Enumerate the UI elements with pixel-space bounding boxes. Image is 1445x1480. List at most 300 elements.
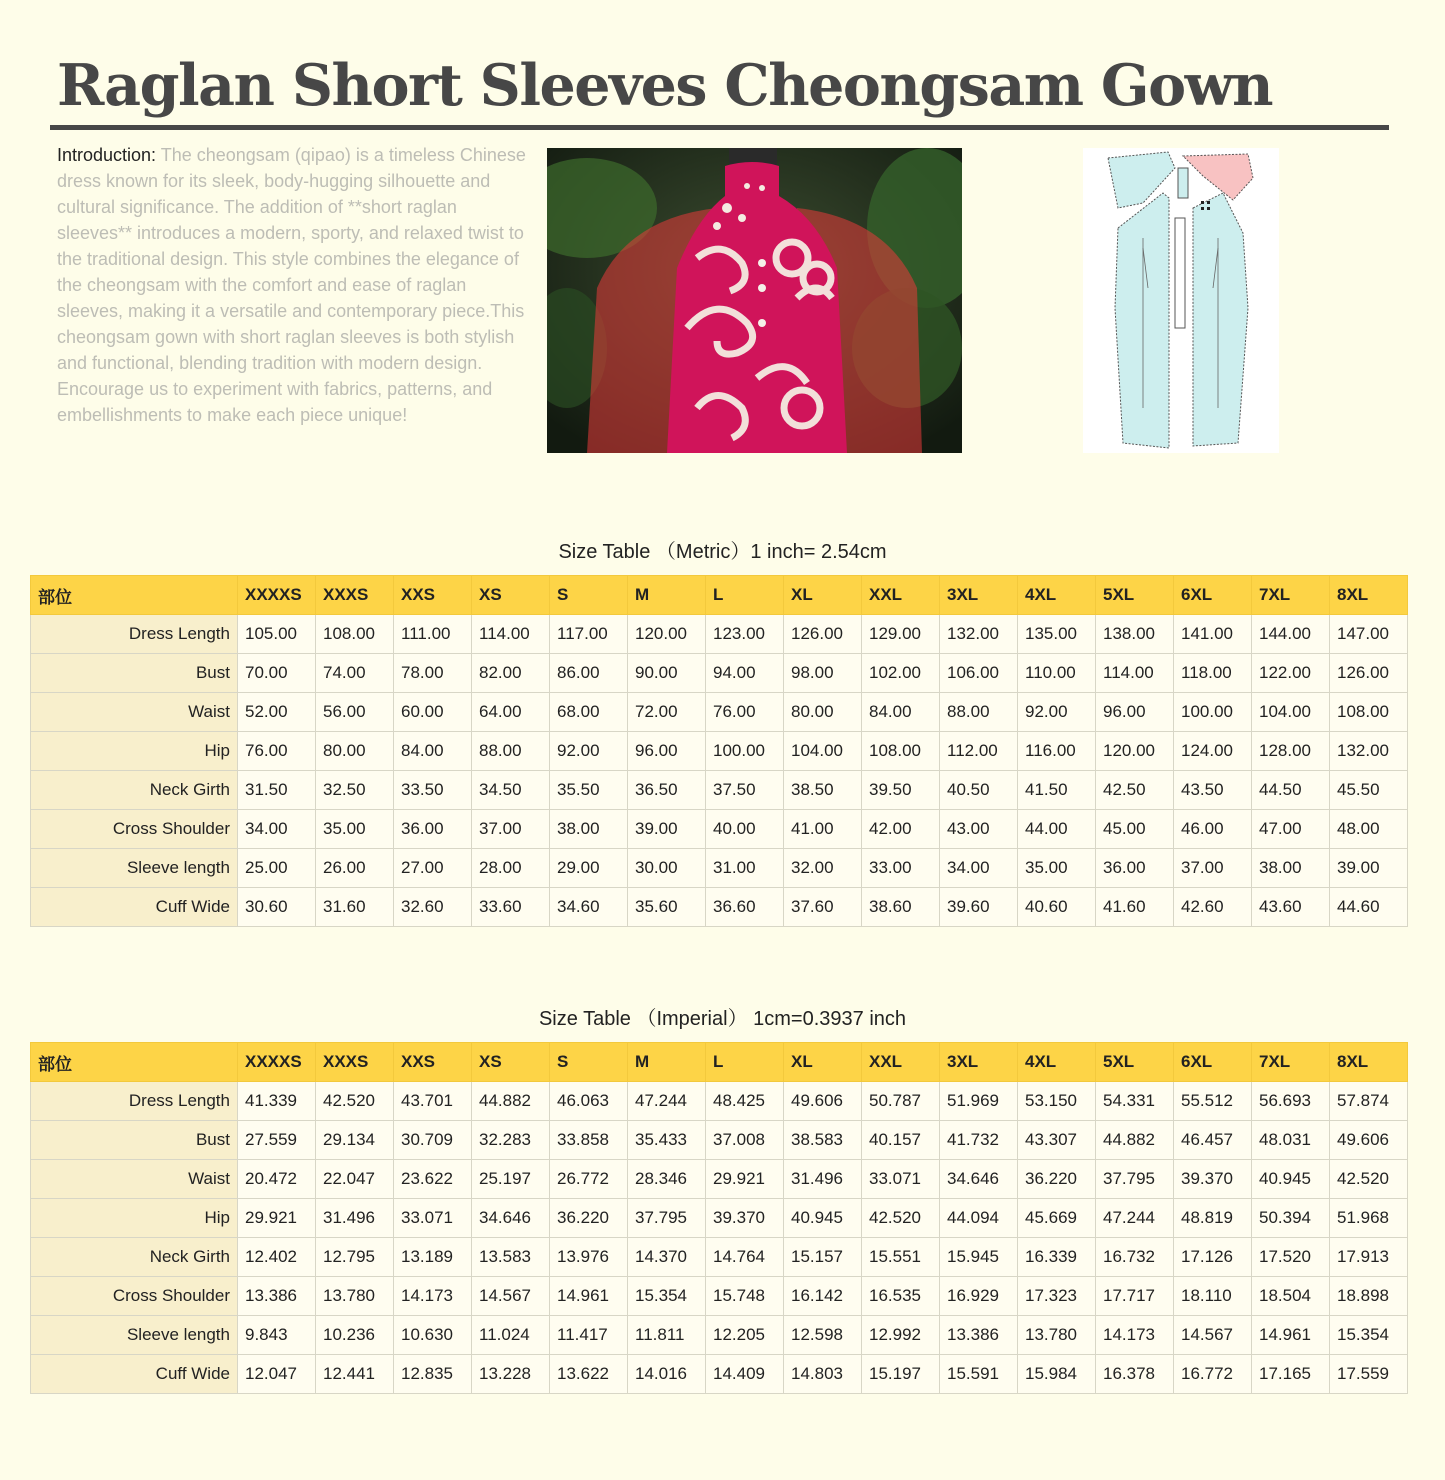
table-cell: 15.945 [940, 1238, 1018, 1277]
table-cell: 16.339 [1018, 1238, 1096, 1277]
table-cell: 35.00 [316, 810, 394, 849]
metric-size-header: 4XL [1018, 576, 1096, 615]
table-cell: 15.748 [706, 1277, 784, 1316]
table-cell: 43.701 [394, 1082, 472, 1121]
row-label: Cuff Wide [31, 888, 238, 927]
table-cell: 43.50 [1174, 771, 1252, 810]
table-cell: 33.071 [862, 1160, 940, 1199]
table-cell: 34.646 [940, 1160, 1018, 1199]
row-label: Hip [31, 1199, 238, 1238]
imperial-size-header: XS [472, 1043, 550, 1082]
imperial-size-header: 3XL [940, 1043, 1018, 1082]
metric-size-header: L [706, 576, 784, 615]
table-cell: 12.205 [706, 1316, 784, 1355]
table-cell: 14.409 [706, 1355, 784, 1394]
metric-size-table [30, 575, 1408, 927]
table-cell: 45.669 [1018, 1199, 1096, 1238]
row-label: Hip [31, 732, 238, 771]
table-cell: 13.780 [316, 1277, 394, 1316]
table-row [31, 654, 1408, 693]
table-cell: 72.00 [628, 693, 706, 732]
table-cell: 17.559 [1330, 1355, 1408, 1394]
table-cell: 64.00 [472, 693, 550, 732]
table-cell: 138.00 [1096, 615, 1174, 654]
table-cell: 30.709 [394, 1121, 472, 1160]
table-cell: 13.386 [940, 1316, 1018, 1355]
table-cell: 14.173 [394, 1277, 472, 1316]
table-cell: 17.520 [1252, 1238, 1330, 1277]
table-cell: 37.50 [706, 771, 784, 810]
table-cell: 104.00 [784, 732, 862, 771]
table-row [31, 1160, 1408, 1199]
imperial-size-header: XXXXS [238, 1043, 316, 1082]
table-cell: 102.00 [862, 654, 940, 693]
table-cell: 13.583 [472, 1238, 550, 1277]
table-cell: 14.173 [1096, 1316, 1174, 1355]
table-cell: 12.402 [238, 1238, 316, 1277]
table-cell: 31.496 [316, 1199, 394, 1238]
table-cell: 39.00 [1330, 849, 1408, 888]
sewing-pattern-diagram [1083, 148, 1279, 453]
table-cell: 38.60 [862, 888, 940, 927]
table-cell: 42.60 [1174, 888, 1252, 927]
table-cell: 34.50 [472, 771, 550, 810]
table-cell: 44.882 [472, 1082, 550, 1121]
imperial-size-header: 4XL [1018, 1043, 1096, 1082]
table-cell: 14.567 [472, 1277, 550, 1316]
metric-table-body [31, 615, 1408, 927]
table-cell: 27.559 [238, 1121, 316, 1160]
table-cell: 13.228 [472, 1355, 550, 1394]
table-cell: 14.567 [1174, 1316, 1252, 1355]
table-cell: 42.50 [1096, 771, 1174, 810]
table-cell: 22.047 [316, 1160, 394, 1199]
table-cell: 90.00 [628, 654, 706, 693]
metric-size-header: 3XL [940, 576, 1018, 615]
table-cell: 124.00 [1174, 732, 1252, 771]
table-cell: 38.00 [1252, 849, 1330, 888]
row-label: Cross Shoulder [31, 1277, 238, 1316]
page-title: Raglan Short Sleeves Cheongsam Gown [57, 52, 1273, 119]
table-cell: 123.00 [706, 615, 784, 654]
table-cell: 86.00 [550, 654, 628, 693]
table-cell: 14.016 [628, 1355, 706, 1394]
table-cell: 16.772 [1174, 1355, 1252, 1394]
table-row [31, 1316, 1408, 1355]
table-cell: 12.795 [316, 1238, 394, 1277]
row-label: Dress Length [31, 615, 238, 654]
table-cell: 44.50 [1252, 771, 1330, 810]
table-cell: 39.370 [706, 1199, 784, 1238]
table-cell: 132.00 [940, 615, 1018, 654]
table-cell: 46.00 [1174, 810, 1252, 849]
table-cell: 80.00 [316, 732, 394, 771]
table-cell: 126.00 [1330, 654, 1408, 693]
row-label: Sleeve length [31, 1316, 238, 1355]
table-cell: 42.520 [1330, 1160, 1408, 1199]
table-cell: 30.00 [628, 849, 706, 888]
imperial-size-header: XXS [394, 1043, 472, 1082]
table-cell: 15.591 [940, 1355, 1018, 1394]
table-cell: 25.00 [238, 849, 316, 888]
table-cell: 34.646 [472, 1199, 550, 1238]
metric-header-row [31, 576, 1408, 615]
table-cell: 147.00 [1330, 615, 1408, 654]
table-cell: 43.60 [1252, 888, 1330, 927]
table-cell: 17.323 [1018, 1277, 1096, 1316]
imperial-size-header: S [550, 1043, 628, 1082]
table-row [31, 1199, 1408, 1238]
table-cell: 36.60 [706, 888, 784, 927]
table-cell: 43.307 [1018, 1121, 1096, 1160]
table-cell: 105.00 [238, 615, 316, 654]
table-cell: 16.535 [862, 1277, 940, 1316]
table-cell: 35.50 [550, 771, 628, 810]
row-label: Cross Shoulder [31, 810, 238, 849]
table-cell: 37.008 [706, 1121, 784, 1160]
table-cell: 42.520 [316, 1082, 394, 1121]
table-row [31, 1121, 1408, 1160]
table-cell: 41.00 [784, 810, 862, 849]
row-label: Waist [31, 693, 238, 732]
table-cell: 15.197 [862, 1355, 940, 1394]
imperial-header-row [31, 1043, 1408, 1082]
table-row [31, 888, 1408, 927]
table-cell: 16.732 [1096, 1238, 1174, 1277]
metric-size-header: 7XL [1252, 576, 1330, 615]
table-cell: 40.50 [940, 771, 1018, 810]
metric-size-header: XXS [394, 576, 472, 615]
table-cell: 29.921 [238, 1199, 316, 1238]
row-label: Dress Length [31, 1082, 238, 1121]
table-cell: 42.520 [862, 1199, 940, 1238]
table-cell: 15.984 [1018, 1355, 1096, 1394]
table-cell: 46.457 [1174, 1121, 1252, 1160]
table-cell: 129.00 [862, 615, 940, 654]
table-cell: 18.110 [1174, 1277, 1252, 1316]
table-cell: 48.425 [706, 1082, 784, 1121]
table-cell: 31.60 [316, 888, 394, 927]
table-cell: 114.00 [472, 615, 550, 654]
table-row [31, 1082, 1408, 1121]
table-cell: 33.00 [862, 849, 940, 888]
table-cell: 36.50 [628, 771, 706, 810]
imperial-size-header: 7XL [1252, 1043, 1330, 1082]
table-cell: 42.00 [862, 810, 940, 849]
imperial-size-header: 5XL [1096, 1043, 1174, 1082]
table-cell: 27.00 [394, 849, 472, 888]
table-cell: 28.00 [472, 849, 550, 888]
imperial-size-header: 8XL [1330, 1043, 1408, 1082]
table-cell: 23.622 [394, 1160, 472, 1199]
cheongsam-photo-illustration [547, 148, 962, 453]
table-cell: 49.606 [1330, 1121, 1408, 1160]
metric-size-header: 8XL [1330, 576, 1408, 615]
table-row [31, 1238, 1408, 1277]
table-cell: 29.00 [550, 849, 628, 888]
table-cell: 76.00 [706, 693, 784, 732]
metric-size-header: XL [784, 576, 862, 615]
table-cell: 94.00 [706, 654, 784, 693]
table-cell: 33.071 [394, 1199, 472, 1238]
table-cell: 12.835 [394, 1355, 472, 1394]
table-cell: 106.00 [940, 654, 1018, 693]
table-cell: 14.803 [784, 1355, 862, 1394]
table-cell: 126.00 [784, 615, 862, 654]
table-cell: 108.00 [862, 732, 940, 771]
table-cell: 39.60 [940, 888, 1018, 927]
table-row [31, 732, 1408, 771]
metric-size-header: 5XL [1096, 576, 1174, 615]
table-cell: 51.969 [940, 1082, 1018, 1121]
metric-size-header: XS [472, 576, 550, 615]
table-cell: 14.961 [550, 1277, 628, 1316]
table-cell: 52.00 [238, 693, 316, 732]
table-cell: 46.063 [550, 1082, 628, 1121]
table-cell: 45.50 [1330, 771, 1408, 810]
table-cell: 13.189 [394, 1238, 472, 1277]
table-cell: 25.197 [472, 1160, 550, 1199]
table-cell: 40.945 [1252, 1160, 1330, 1199]
table-cell: 18.898 [1330, 1277, 1408, 1316]
table-cell: 38.50 [784, 771, 862, 810]
table-cell: 36.220 [1018, 1160, 1096, 1199]
table-cell: 80.00 [784, 693, 862, 732]
table-cell: 12.992 [862, 1316, 940, 1355]
table-cell: 32.00 [784, 849, 862, 888]
table-cell: 35.60 [628, 888, 706, 927]
table-cell: 34.00 [940, 849, 1018, 888]
table-cell: 29.921 [706, 1160, 784, 1199]
table-cell: 56.00 [316, 693, 394, 732]
table-cell: 117.00 [550, 615, 628, 654]
table-cell: 17.717 [1096, 1277, 1174, 1316]
table-cell: 13.976 [550, 1238, 628, 1277]
table-cell: 48.031 [1252, 1121, 1330, 1160]
table-cell: 14.961 [1252, 1316, 1330, 1355]
table-cell: 96.00 [628, 732, 706, 771]
table-cell: 37.795 [628, 1199, 706, 1238]
table-cell: 100.00 [706, 732, 784, 771]
table-cell: 13.622 [550, 1355, 628, 1394]
table-cell: 47.244 [1096, 1199, 1174, 1238]
table-cell: 26.772 [550, 1160, 628, 1199]
table-cell: 44.00 [1018, 810, 1096, 849]
table-cell: 76.00 [238, 732, 316, 771]
table-cell: 47.244 [628, 1082, 706, 1121]
table-cell: 37.00 [472, 810, 550, 849]
intro-text: The cheongsam (qipao) is a timeless Chinese dress known for its sleek, body-hugging silhouette and cultural significance. The addition of **short raglan sleeves** introduces a modern, sporty, and relaxed twist to the traditional design. This style combines the elegance of the cheongsam with the comfort and ease of raglan sleeves, making it a versatile and contemporary piece.This cheongsam gown with short raglan sleeves is both stylish and functional, blending tradition with modern design. Encourage us to experiment with fabrics, patterns, and embellishments to make each piece unique! [57, 145, 526, 425]
table-cell: 112.00 [940, 732, 1018, 771]
row-label: Waist [31, 1160, 238, 1199]
table-cell: 51.968 [1330, 1199, 1408, 1238]
table-cell: 34.00 [238, 810, 316, 849]
metric-size-header: XXXS [316, 576, 394, 615]
table-cell: 31.00 [706, 849, 784, 888]
table-cell: 38.00 [550, 810, 628, 849]
table-cell: 96.00 [1096, 693, 1174, 732]
table-cell: 36.220 [550, 1199, 628, 1238]
table-cell: 40.945 [784, 1199, 862, 1238]
table-cell: 39.370 [1174, 1160, 1252, 1199]
metric-size-header: XXXXS [238, 576, 316, 615]
table-cell: 43.00 [940, 810, 1018, 849]
table-cell: 111.00 [394, 615, 472, 654]
table-cell: 37.60 [784, 888, 862, 927]
table-cell: 40.60 [1018, 888, 1096, 927]
table-cell: 38.583 [784, 1121, 862, 1160]
table-cell: 12.598 [784, 1316, 862, 1355]
table-cell: 100.00 [1174, 693, 1252, 732]
table-cell: 14.764 [706, 1238, 784, 1277]
table-cell: 135.00 [1018, 615, 1096, 654]
table-cell: 82.00 [472, 654, 550, 693]
table-cell: 17.165 [1252, 1355, 1330, 1394]
table-cell: 110.00 [1018, 654, 1096, 693]
imperial-size-header: XXL [862, 1043, 940, 1082]
table-cell: 29.134 [316, 1121, 394, 1160]
table-row [31, 771, 1408, 810]
table-cell: 39.50 [862, 771, 940, 810]
table-cell: 13.386 [238, 1277, 316, 1316]
table-cell: 9.843 [238, 1316, 316, 1355]
table-cell: 84.00 [394, 732, 472, 771]
table-cell: 40.157 [862, 1121, 940, 1160]
imperial-size-header: XXXS [316, 1043, 394, 1082]
table-cell: 18.504 [1252, 1277, 1330, 1316]
table-cell: 39.00 [628, 810, 706, 849]
table-cell: 84.00 [862, 693, 940, 732]
metric-size-header: XXL [862, 576, 940, 615]
table-cell: 44.882 [1096, 1121, 1174, 1160]
table-cell: 20.472 [238, 1160, 316, 1199]
table-cell: 78.00 [394, 654, 472, 693]
table-cell: 41.60 [1096, 888, 1174, 927]
table-cell: 49.606 [784, 1082, 862, 1121]
table-cell: 122.00 [1252, 654, 1330, 693]
table-cell: 114.00 [1096, 654, 1174, 693]
table-cell: 15.551 [862, 1238, 940, 1277]
metric-table-caption: Size Table （Metric）1 inch= 2.54cm [558, 541, 887, 563]
imperial-size-header: 6XL [1174, 1043, 1252, 1082]
table-cell: 15.354 [1330, 1316, 1408, 1355]
table-row [31, 1355, 1408, 1394]
table-cell: 54.331 [1096, 1082, 1174, 1121]
table-cell: 35.433 [628, 1121, 706, 1160]
intro-lead: Introduction: [57, 145, 157, 165]
table-cell: 120.00 [1096, 732, 1174, 771]
metric-size-header: S [550, 576, 628, 615]
table-cell: 34.60 [550, 888, 628, 927]
table-cell: 44.094 [940, 1199, 1018, 1238]
imperial-size-header: XL [784, 1043, 862, 1082]
table-cell: 88.00 [472, 732, 550, 771]
table-cell: 15.157 [784, 1238, 862, 1277]
product-photo [547, 148, 962, 453]
table-cell: 26.00 [316, 849, 394, 888]
imperial-size-table [30, 1042, 1408, 1394]
table-cell: 70.00 [238, 654, 316, 693]
imperial-table-body [31, 1082, 1408, 1394]
table-cell: 132.00 [1330, 732, 1408, 771]
row-label: Sleeve length [31, 849, 238, 888]
table-row [31, 1277, 1408, 1316]
table-row [31, 849, 1408, 888]
table-cell: 104.00 [1252, 693, 1330, 732]
table-cell: 68.00 [550, 693, 628, 732]
table-cell: 17.913 [1330, 1238, 1408, 1277]
table-cell: 10.630 [394, 1316, 472, 1355]
table-cell: 28.346 [628, 1160, 706, 1199]
table-cell: 37.00 [1174, 849, 1252, 888]
table-cell: 92.00 [1018, 693, 1096, 732]
metric-size-header: M [628, 576, 706, 615]
pattern-pieces [1083, 148, 1279, 453]
table-cell: 32.50 [316, 771, 394, 810]
imperial-size-header: L [706, 1043, 784, 1082]
table-row [31, 693, 1408, 732]
table-cell: 10.236 [316, 1316, 394, 1355]
table-cell: 12.441 [316, 1355, 394, 1394]
table-cell: 15.354 [628, 1277, 706, 1316]
table-cell: 16.142 [784, 1277, 862, 1316]
imperial-size-header: M [628, 1043, 706, 1082]
table-cell: 45.00 [1096, 810, 1174, 849]
table-cell: 47.00 [1252, 810, 1330, 849]
imperial-table-caption: Size Table （Imperial） 1cm=0.3937 inch [538, 1008, 907, 1030]
table-cell: 53.150 [1018, 1082, 1096, 1121]
table-row [31, 810, 1408, 849]
table-cell: 37.795 [1096, 1160, 1174, 1199]
table-cell: 55.512 [1174, 1082, 1252, 1121]
table-cell: 50.394 [1252, 1199, 1330, 1238]
row-label: Neck Girth [31, 1238, 238, 1277]
table-cell: 144.00 [1252, 615, 1330, 654]
table-cell: 17.126 [1174, 1238, 1252, 1277]
table-cell: 116.00 [1018, 732, 1096, 771]
table-cell: 44.60 [1330, 888, 1408, 927]
table-cell: 141.00 [1174, 615, 1252, 654]
table-cell: 56.693 [1252, 1082, 1330, 1121]
row-label: Cuff Wide [31, 1355, 238, 1394]
table-cell: 36.00 [1096, 849, 1174, 888]
table-cell: 33.60 [472, 888, 550, 927]
table-cell: 33.50 [394, 771, 472, 810]
metric-corner-label: 部位 [31, 576, 238, 615]
table-cell: 60.00 [394, 693, 472, 732]
table-cell: 108.00 [1330, 693, 1408, 732]
title-divider [50, 125, 1389, 130]
table-cell: 98.00 [784, 654, 862, 693]
table-cell: 92.00 [550, 732, 628, 771]
table-cell: 40.00 [706, 810, 784, 849]
table-cell: 120.00 [628, 615, 706, 654]
table-cell: 12.047 [238, 1355, 316, 1394]
table-cell: 16.929 [940, 1277, 1018, 1316]
table-cell: 108.00 [316, 615, 394, 654]
table-cell: 36.00 [394, 810, 472, 849]
table-cell: 32.60 [394, 888, 472, 927]
table-cell: 14.370 [628, 1238, 706, 1277]
table-cell: 30.60 [238, 888, 316, 927]
table-cell: 11.417 [550, 1316, 628, 1355]
table-cell: 35.00 [1018, 849, 1096, 888]
table-cell: 128.00 [1252, 732, 1330, 771]
row-label: Neck Girth [31, 771, 238, 810]
metric-size-header: 6XL [1174, 576, 1252, 615]
table-cell: 48.819 [1174, 1199, 1252, 1238]
table-cell: 48.00 [1330, 810, 1408, 849]
